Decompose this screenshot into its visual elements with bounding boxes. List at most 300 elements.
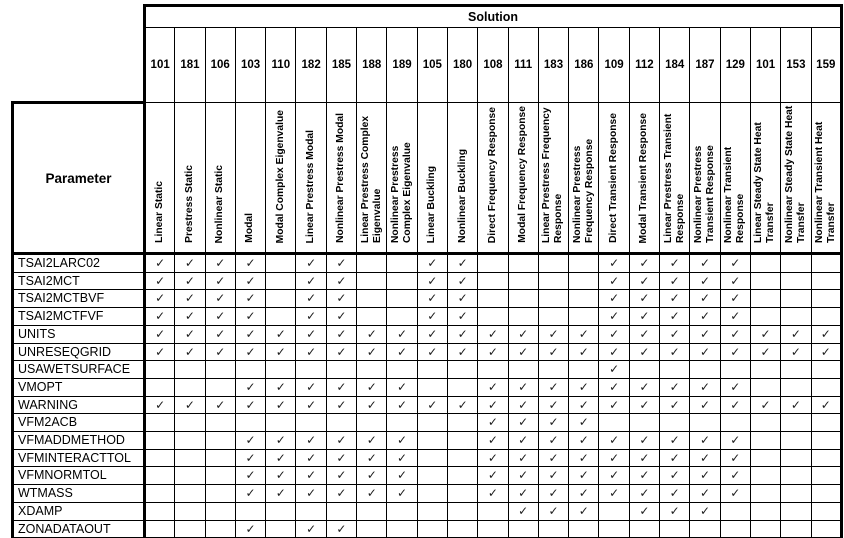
check-cell: ✓ bbox=[357, 449, 387, 467]
parameter-name: VFM2ACB bbox=[13, 414, 145, 432]
empty-cell bbox=[781, 467, 811, 485]
check-cell: ✓ bbox=[145, 272, 175, 290]
check-cell: ✓ bbox=[629, 449, 659, 467]
empty-cell bbox=[357, 361, 387, 379]
check-cell: ✓ bbox=[629, 396, 659, 414]
check-cell: ✓ bbox=[326, 272, 356, 290]
empty-cell bbox=[781, 272, 811, 290]
check-cell: ✓ bbox=[569, 502, 599, 520]
check-cell: ✓ bbox=[205, 254, 235, 273]
parameter-name: ZONADATAOUT bbox=[13, 520, 145, 538]
empty-cell bbox=[538, 361, 568, 379]
check-cell: ✓ bbox=[720, 467, 750, 485]
check-cell: ✓ bbox=[508, 467, 538, 485]
check-cell: ✓ bbox=[599, 290, 629, 308]
parameter-name: XDAMP bbox=[13, 502, 145, 520]
group-header-row bbox=[13, 6, 842, 28]
empty-cell bbox=[538, 254, 568, 273]
empty-cell bbox=[811, 449, 841, 467]
check-cell: ✓ bbox=[720, 396, 750, 414]
parameter-name: USAWETSURFACE bbox=[13, 361, 145, 379]
empty-cell bbox=[266, 520, 296, 538]
empty-cell bbox=[417, 485, 447, 503]
empty-cell bbox=[781, 502, 811, 520]
check-cell: ✓ bbox=[266, 378, 296, 396]
empty-cell bbox=[569, 361, 599, 379]
solution-label-6 bbox=[326, 103, 356, 254]
check-cell: ✓ bbox=[538, 502, 568, 520]
empty-cell bbox=[205, 502, 235, 520]
check-cell: ✓ bbox=[387, 343, 417, 361]
empty-cell bbox=[750, 290, 780, 308]
check-cell: ✓ bbox=[447, 254, 477, 273]
solution-label-14 bbox=[569, 103, 599, 254]
check-cell: ✓ bbox=[629, 343, 659, 361]
check-cell: ✓ bbox=[357, 467, 387, 485]
solution-label-text: Modal bbox=[244, 213, 256, 243]
empty-cell bbox=[417, 432, 447, 450]
check-cell: ✓ bbox=[296, 290, 326, 308]
empty-cell bbox=[811, 467, 841, 485]
solution-label-16 bbox=[629, 103, 659, 254]
parameter-name: WARNING bbox=[13, 396, 145, 414]
check-cell: ✓ bbox=[599, 485, 629, 503]
parameter-name: TSAI2MCTBVF bbox=[13, 290, 145, 308]
parameter-row-usawetsurface bbox=[13, 361, 842, 379]
parameter-row-tsai2larc02 bbox=[13, 254, 842, 273]
check-cell: ✓ bbox=[660, 449, 690, 467]
check-cell: ✓ bbox=[569, 378, 599, 396]
check-cell: ✓ bbox=[145, 343, 175, 361]
check-cell: ✓ bbox=[690, 432, 720, 450]
check-cell: ✓ bbox=[478, 396, 508, 414]
check-cell: ✓ bbox=[599, 396, 629, 414]
check-cell: ✓ bbox=[417, 325, 447, 343]
check-cell: ✓ bbox=[569, 414, 599, 432]
empty-cell bbox=[387, 414, 417, 432]
empty-cell bbox=[538, 290, 568, 308]
solution-label-20 bbox=[750, 103, 780, 254]
check-cell: ✓ bbox=[690, 272, 720, 290]
check-cell: ✓ bbox=[417, 272, 447, 290]
check-cell: ✓ bbox=[538, 449, 568, 467]
empty-cell bbox=[205, 520, 235, 538]
check-cell: ✓ bbox=[629, 254, 659, 273]
empty-cell bbox=[417, 449, 447, 467]
solution-label-text: Nonlinear Prestress Transient Response bbox=[692, 145, 716, 243]
check-cell: ✓ bbox=[690, 485, 720, 503]
parameter-name: TSAI2LARC02 bbox=[13, 254, 145, 273]
check-cell: ✓ bbox=[720, 254, 750, 273]
check-cell: ✓ bbox=[660, 396, 690, 414]
check-cell: ✓ bbox=[629, 502, 659, 520]
solution-label-text: Linear Prestress Frequency Response bbox=[541, 107, 565, 243]
check-cell: ✓ bbox=[660, 272, 690, 290]
check-cell: ✓ bbox=[235, 449, 265, 467]
empty-cell bbox=[417, 414, 447, 432]
empty-cell bbox=[387, 502, 417, 520]
check-cell: ✓ bbox=[690, 254, 720, 273]
check-cell: ✓ bbox=[538, 325, 568, 343]
check-cell: ✓ bbox=[599, 467, 629, 485]
check-cell: ✓ bbox=[629, 308, 659, 326]
solution-label-5 bbox=[296, 103, 326, 254]
empty-cell bbox=[296, 414, 326, 432]
empty-cell bbox=[750, 449, 780, 467]
check-cell: ✓ bbox=[296, 520, 326, 538]
empty-cell bbox=[811, 414, 841, 432]
solution-parameter-matrix bbox=[11, 4, 843, 538]
check-cell: ✓ bbox=[387, 449, 417, 467]
check-cell: ✓ bbox=[145, 290, 175, 308]
empty-cell bbox=[205, 414, 235, 432]
empty-cell bbox=[781, 414, 811, 432]
check-cell: ✓ bbox=[538, 414, 568, 432]
check-cell: ✓ bbox=[720, 485, 750, 503]
solution-label-2 bbox=[205, 103, 235, 254]
check-cell: ✓ bbox=[599, 449, 629, 467]
check-cell: ✓ bbox=[175, 343, 205, 361]
check-cell: ✓ bbox=[266, 449, 296, 467]
solution-code-11: 108 bbox=[478, 28, 508, 103]
check-cell: ✓ bbox=[205, 343, 235, 361]
check-cell: ✓ bbox=[660, 485, 690, 503]
solution-code-16: 112 bbox=[629, 28, 659, 103]
solution-code-17: 184 bbox=[660, 28, 690, 103]
check-cell: ✓ bbox=[538, 467, 568, 485]
check-cell: ✓ bbox=[538, 485, 568, 503]
check-cell: ✓ bbox=[690, 502, 720, 520]
check-cell: ✓ bbox=[690, 378, 720, 396]
empty-cell bbox=[508, 254, 538, 273]
check-cell: ✓ bbox=[629, 325, 659, 343]
check-cell: ✓ bbox=[235, 308, 265, 326]
check-cell: ✓ bbox=[720, 432, 750, 450]
empty-cell bbox=[175, 485, 205, 503]
check-cell: ✓ bbox=[417, 290, 447, 308]
solution-label-text: Nonlinear Transient Response bbox=[723, 146, 747, 243]
parameter-row-vmopt bbox=[13, 378, 842, 396]
empty-cell bbox=[569, 520, 599, 538]
empty-cell bbox=[750, 502, 780, 520]
solution-group-header: Solution bbox=[145, 6, 842, 28]
check-cell: ✓ bbox=[599, 308, 629, 326]
parameter-name: WTMASS bbox=[13, 485, 145, 503]
check-cell: ✓ bbox=[690, 290, 720, 308]
check-cell: ✓ bbox=[690, 467, 720, 485]
empty-cell bbox=[478, 308, 508, 326]
check-cell: ✓ bbox=[720, 272, 750, 290]
empty-cell bbox=[145, 378, 175, 396]
empty-cell bbox=[781, 449, 811, 467]
empty-cell bbox=[447, 467, 477, 485]
check-cell: ✓ bbox=[508, 325, 538, 343]
empty-cell bbox=[417, 361, 447, 379]
check-cell: ✓ bbox=[569, 343, 599, 361]
solution-label-9 bbox=[417, 103, 447, 254]
check-cell: ✓ bbox=[296, 449, 326, 467]
check-cell: ✓ bbox=[690, 325, 720, 343]
empty-cell bbox=[447, 485, 477, 503]
empty-cell bbox=[781, 432, 811, 450]
check-cell: ✓ bbox=[266, 343, 296, 361]
empty-cell bbox=[811, 308, 841, 326]
empty-cell bbox=[296, 502, 326, 520]
check-cell: ✓ bbox=[235, 432, 265, 450]
check-cell: ✓ bbox=[326, 325, 356, 343]
check-cell: ✓ bbox=[720, 449, 750, 467]
check-cell: ✓ bbox=[599, 361, 629, 379]
empty-cell bbox=[811, 254, 841, 273]
solution-label-3 bbox=[235, 103, 265, 254]
solution-label-21 bbox=[781, 103, 811, 254]
empty-cell bbox=[781, 361, 811, 379]
solution-label-0 bbox=[145, 103, 175, 254]
check-cell: ✓ bbox=[781, 325, 811, 343]
empty-cell bbox=[447, 432, 477, 450]
check-cell: ✓ bbox=[296, 343, 326, 361]
check-cell: ✓ bbox=[660, 325, 690, 343]
check-cell: ✓ bbox=[508, 414, 538, 432]
check-cell: ✓ bbox=[266, 485, 296, 503]
check-cell: ✓ bbox=[235, 485, 265, 503]
solution-labels-row bbox=[13, 103, 842, 254]
check-cell: ✓ bbox=[266, 325, 296, 343]
corner-blank bbox=[13, 28, 145, 103]
empty-cell bbox=[750, 272, 780, 290]
empty-cell bbox=[145, 414, 175, 432]
solution-label-15 bbox=[599, 103, 629, 254]
check-cell: ✓ bbox=[145, 308, 175, 326]
empty-cell bbox=[447, 502, 477, 520]
empty-cell bbox=[357, 290, 387, 308]
parameter-name: TSAI2MCT bbox=[13, 272, 145, 290]
check-cell: ✓ bbox=[690, 308, 720, 326]
empty-cell bbox=[387, 520, 417, 538]
solution-code-21: 153 bbox=[781, 28, 811, 103]
solution-label-7 bbox=[357, 103, 387, 254]
empty-cell bbox=[175, 378, 205, 396]
solution-code-4: 110 bbox=[266, 28, 296, 103]
empty-cell bbox=[599, 414, 629, 432]
check-cell: ✓ bbox=[599, 254, 629, 273]
empty-cell bbox=[447, 414, 477, 432]
check-cell: ✓ bbox=[235, 378, 265, 396]
check-cell: ✓ bbox=[175, 290, 205, 308]
check-cell: ✓ bbox=[750, 343, 780, 361]
empty-cell bbox=[387, 254, 417, 273]
empty-cell bbox=[750, 414, 780, 432]
empty-cell bbox=[175, 432, 205, 450]
empty-cell bbox=[326, 361, 356, 379]
solution-label-11 bbox=[478, 103, 508, 254]
empty-cell bbox=[417, 378, 447, 396]
check-cell: ✓ bbox=[508, 502, 538, 520]
check-cell: ✓ bbox=[569, 449, 599, 467]
empty-cell bbox=[508, 520, 538, 538]
parameter-name: VFMADDMETHOD bbox=[13, 432, 145, 450]
solution-label-22 bbox=[811, 103, 841, 254]
empty-cell bbox=[690, 520, 720, 538]
solution-code-2: 106 bbox=[205, 28, 235, 103]
solution-label-text: Nonlinear Steady State Heat Transfer bbox=[783, 105, 807, 243]
parameter-row-vfmnormtol bbox=[13, 467, 842, 485]
check-cell: ✓ bbox=[569, 485, 599, 503]
check-cell: ✓ bbox=[266, 432, 296, 450]
check-cell: ✓ bbox=[296, 467, 326, 485]
empty-cell bbox=[417, 502, 447, 520]
empty-cell bbox=[660, 361, 690, 379]
empty-cell bbox=[447, 520, 477, 538]
empty-cell bbox=[811, 290, 841, 308]
empty-cell bbox=[266, 290, 296, 308]
check-cell: ✓ bbox=[720, 343, 750, 361]
parameter-row-tsai2mct bbox=[13, 272, 842, 290]
empty-cell bbox=[447, 361, 477, 379]
check-cell: ✓ bbox=[478, 325, 508, 343]
parameter-row-vfm2acb bbox=[13, 414, 842, 432]
check-cell: ✓ bbox=[629, 378, 659, 396]
check-cell: ✓ bbox=[690, 396, 720, 414]
solution-code-0: 101 bbox=[145, 28, 175, 103]
empty-cell bbox=[690, 414, 720, 432]
empty-cell bbox=[417, 467, 447, 485]
empty-cell bbox=[235, 414, 265, 432]
check-cell: ✓ bbox=[599, 378, 629, 396]
empty-cell bbox=[781, 485, 811, 503]
check-cell: ✓ bbox=[417, 254, 447, 273]
solution-code-6: 185 bbox=[326, 28, 356, 103]
check-cell: ✓ bbox=[326, 520, 356, 538]
solution-label-4 bbox=[266, 103, 296, 254]
check-cell: ✓ bbox=[387, 396, 417, 414]
empty-cell bbox=[296, 361, 326, 379]
check-cell: ✓ bbox=[326, 432, 356, 450]
empty-cell bbox=[145, 502, 175, 520]
empty-cell bbox=[811, 378, 841, 396]
empty-cell bbox=[205, 485, 235, 503]
solution-label-text: Prestress Static bbox=[183, 165, 195, 243]
parameter-column-header: Parameter bbox=[13, 103, 145, 254]
solution-label-text: Linear Prestress Complex Eigenvalue bbox=[359, 115, 383, 243]
check-cell: ✓ bbox=[205, 272, 235, 290]
parameter-row-wtmass bbox=[13, 485, 842, 503]
solution-label-text: Modal Frequency Response bbox=[517, 106, 529, 243]
check-cell: ✓ bbox=[478, 449, 508, 467]
empty-cell bbox=[750, 432, 780, 450]
solution-label-13 bbox=[538, 103, 568, 254]
parameter-row-unreseqgrid bbox=[13, 343, 842, 361]
parameter-row-warning bbox=[13, 396, 842, 414]
parameter-row-tsai2mctbvf bbox=[13, 290, 842, 308]
check-cell: ✓ bbox=[508, 449, 538, 467]
check-cell: ✓ bbox=[387, 467, 417, 485]
check-cell: ✓ bbox=[387, 378, 417, 396]
check-cell: ✓ bbox=[629, 290, 659, 308]
empty-cell bbox=[750, 378, 780, 396]
parameter-name: VFMNORMTOL bbox=[13, 467, 145, 485]
solution-label-text: Nonlinear Prestress Complex Eigenvalue bbox=[389, 142, 414, 243]
check-cell: ✓ bbox=[660, 502, 690, 520]
parameter-name: VMOPT bbox=[13, 378, 145, 396]
empty-cell bbox=[811, 485, 841, 503]
solution-label-19 bbox=[720, 103, 750, 254]
empty-cell bbox=[690, 361, 720, 379]
check-cell: ✓ bbox=[478, 467, 508, 485]
check-cell: ✓ bbox=[538, 378, 568, 396]
check-cell: ✓ bbox=[599, 343, 629, 361]
check-cell: ✓ bbox=[205, 396, 235, 414]
solution-label-text: Nonlinear Prestress Modal bbox=[335, 113, 347, 243]
empty-cell bbox=[811, 502, 841, 520]
solution-label-1 bbox=[175, 103, 205, 254]
solution-code-22: 159 bbox=[811, 28, 841, 103]
check-cell: ✓ bbox=[145, 325, 175, 343]
solution-code-9: 105 bbox=[417, 28, 447, 103]
check-cell: ✓ bbox=[811, 325, 841, 343]
check-cell: ✓ bbox=[235, 325, 265, 343]
solution-code-14: 186 bbox=[569, 28, 599, 103]
solution-label-text: Modal Complex Eigenvalue bbox=[274, 109, 286, 243]
check-cell: ✓ bbox=[326, 467, 356, 485]
empty-cell bbox=[145, 485, 175, 503]
check-cell: ✓ bbox=[569, 432, 599, 450]
empty-cell bbox=[357, 308, 387, 326]
check-cell: ✓ bbox=[447, 343, 477, 361]
check-cell: ✓ bbox=[478, 485, 508, 503]
empty-cell bbox=[357, 502, 387, 520]
check-cell: ✓ bbox=[326, 449, 356, 467]
empty-cell bbox=[357, 272, 387, 290]
check-cell: ✓ bbox=[175, 254, 205, 273]
check-cell: ✓ bbox=[326, 290, 356, 308]
empty-cell bbox=[538, 272, 568, 290]
solution-code-18: 187 bbox=[690, 28, 720, 103]
check-cell: ✓ bbox=[781, 343, 811, 361]
check-cell: ✓ bbox=[326, 254, 356, 273]
check-cell: ✓ bbox=[660, 343, 690, 361]
empty-cell bbox=[145, 520, 175, 538]
check-cell: ✓ bbox=[660, 467, 690, 485]
check-cell: ✓ bbox=[235, 343, 265, 361]
check-cell: ✓ bbox=[508, 396, 538, 414]
check-cell: ✓ bbox=[720, 290, 750, 308]
empty-cell bbox=[387, 290, 417, 308]
empty-cell bbox=[205, 361, 235, 379]
parameter-row-units bbox=[13, 325, 842, 343]
check-cell: ✓ bbox=[296, 254, 326, 273]
check-cell: ✓ bbox=[811, 343, 841, 361]
check-cell: ✓ bbox=[235, 520, 265, 538]
check-cell: ✓ bbox=[629, 467, 659, 485]
solution-label-8 bbox=[387, 103, 417, 254]
check-cell: ✓ bbox=[326, 308, 356, 326]
check-cell: ✓ bbox=[538, 343, 568, 361]
empty-cell bbox=[750, 520, 780, 538]
empty-cell bbox=[145, 361, 175, 379]
check-cell: ✓ bbox=[447, 396, 477, 414]
empty-cell bbox=[720, 520, 750, 538]
check-cell: ✓ bbox=[569, 325, 599, 343]
check-cell: ✓ bbox=[296, 378, 326, 396]
check-cell: ✓ bbox=[296, 272, 326, 290]
empty-cell bbox=[205, 432, 235, 450]
empty-cell bbox=[478, 520, 508, 538]
check-cell: ✓ bbox=[538, 432, 568, 450]
solution-code-5: 182 bbox=[296, 28, 326, 103]
check-cell: ✓ bbox=[326, 485, 356, 503]
solution-label-text: Linear Steady State Heat Transfer bbox=[753, 122, 777, 243]
